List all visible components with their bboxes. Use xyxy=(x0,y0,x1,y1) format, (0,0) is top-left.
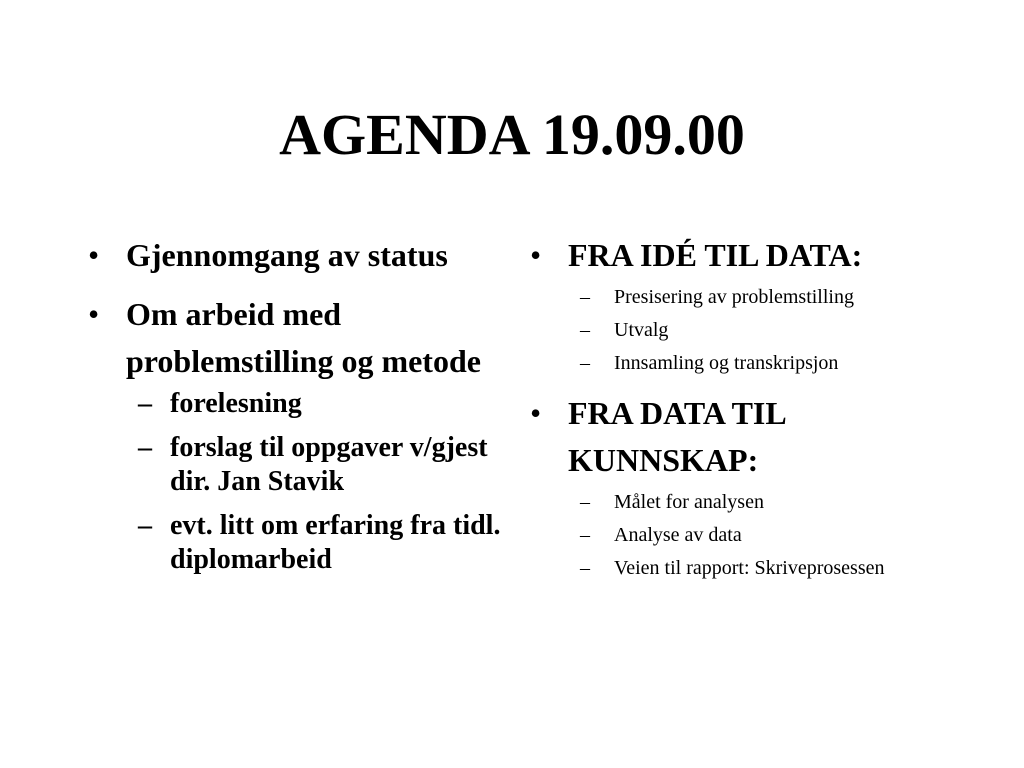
bullet-item xyxy=(88,232,508,279)
bullet-text: Om arbeid med problemstilling og metode xyxy=(126,296,481,379)
dash-marker: – xyxy=(138,510,152,541)
dash-marker: – xyxy=(580,286,590,308)
sub-item-text: Utvalg xyxy=(614,319,669,341)
bullet-marker: • xyxy=(530,237,542,273)
sub-item xyxy=(530,486,970,519)
sub-item xyxy=(88,431,508,499)
sub-item-text: Veien til rapport: Skriveprosessen xyxy=(614,557,885,579)
slide-title: AGENDA 19.09.00 xyxy=(279,102,745,167)
bullet-marker: • xyxy=(88,237,100,273)
dash-marker: – xyxy=(580,491,590,513)
sub-item-text: forelesning xyxy=(170,388,302,419)
bullet-item xyxy=(530,390,970,585)
dash-marker: – xyxy=(138,388,152,419)
right-column xyxy=(530,232,970,595)
sub-item xyxy=(88,387,508,421)
dash-marker: – xyxy=(580,557,590,579)
bullet-marker: • xyxy=(88,296,100,332)
bullet-item xyxy=(88,291,508,577)
sub-item-text: Målet for analysen xyxy=(614,491,764,513)
bullet-text: FRA DATA TIL KUNNSKAP: xyxy=(568,395,785,478)
sub-item-text: Presisering av problemstilling xyxy=(614,286,854,308)
sub-item xyxy=(530,314,970,347)
sub-item xyxy=(530,281,970,314)
sub-item-text: evt. litt om erfaring fra tidl. diplomarbeid xyxy=(170,510,501,575)
sub-item xyxy=(530,347,970,380)
dash-marker: – xyxy=(580,319,590,341)
sub-item-text: Innsamling og transkripsjon xyxy=(614,352,839,374)
bullet-marker: • xyxy=(530,395,542,431)
sub-item-text: Analyse av data xyxy=(614,524,742,546)
left-column xyxy=(88,232,508,589)
sub-item-text: forslag til oppgaver v/gjest dir. Jan Stavik xyxy=(170,432,488,497)
sub-item xyxy=(88,509,508,577)
dash-marker: – xyxy=(138,432,152,463)
sub-list xyxy=(568,281,970,380)
sub-list xyxy=(126,387,508,577)
dash-marker: – xyxy=(580,352,590,374)
sub-item xyxy=(530,552,970,585)
bullet-text: FRA IDÉ TIL DATA: xyxy=(568,237,863,273)
dash-marker: – xyxy=(580,524,590,546)
bullet-text: Gjennomgang av status xyxy=(126,237,448,273)
sub-item xyxy=(530,519,970,552)
sub-list xyxy=(568,486,970,585)
bullet-item xyxy=(530,232,970,380)
